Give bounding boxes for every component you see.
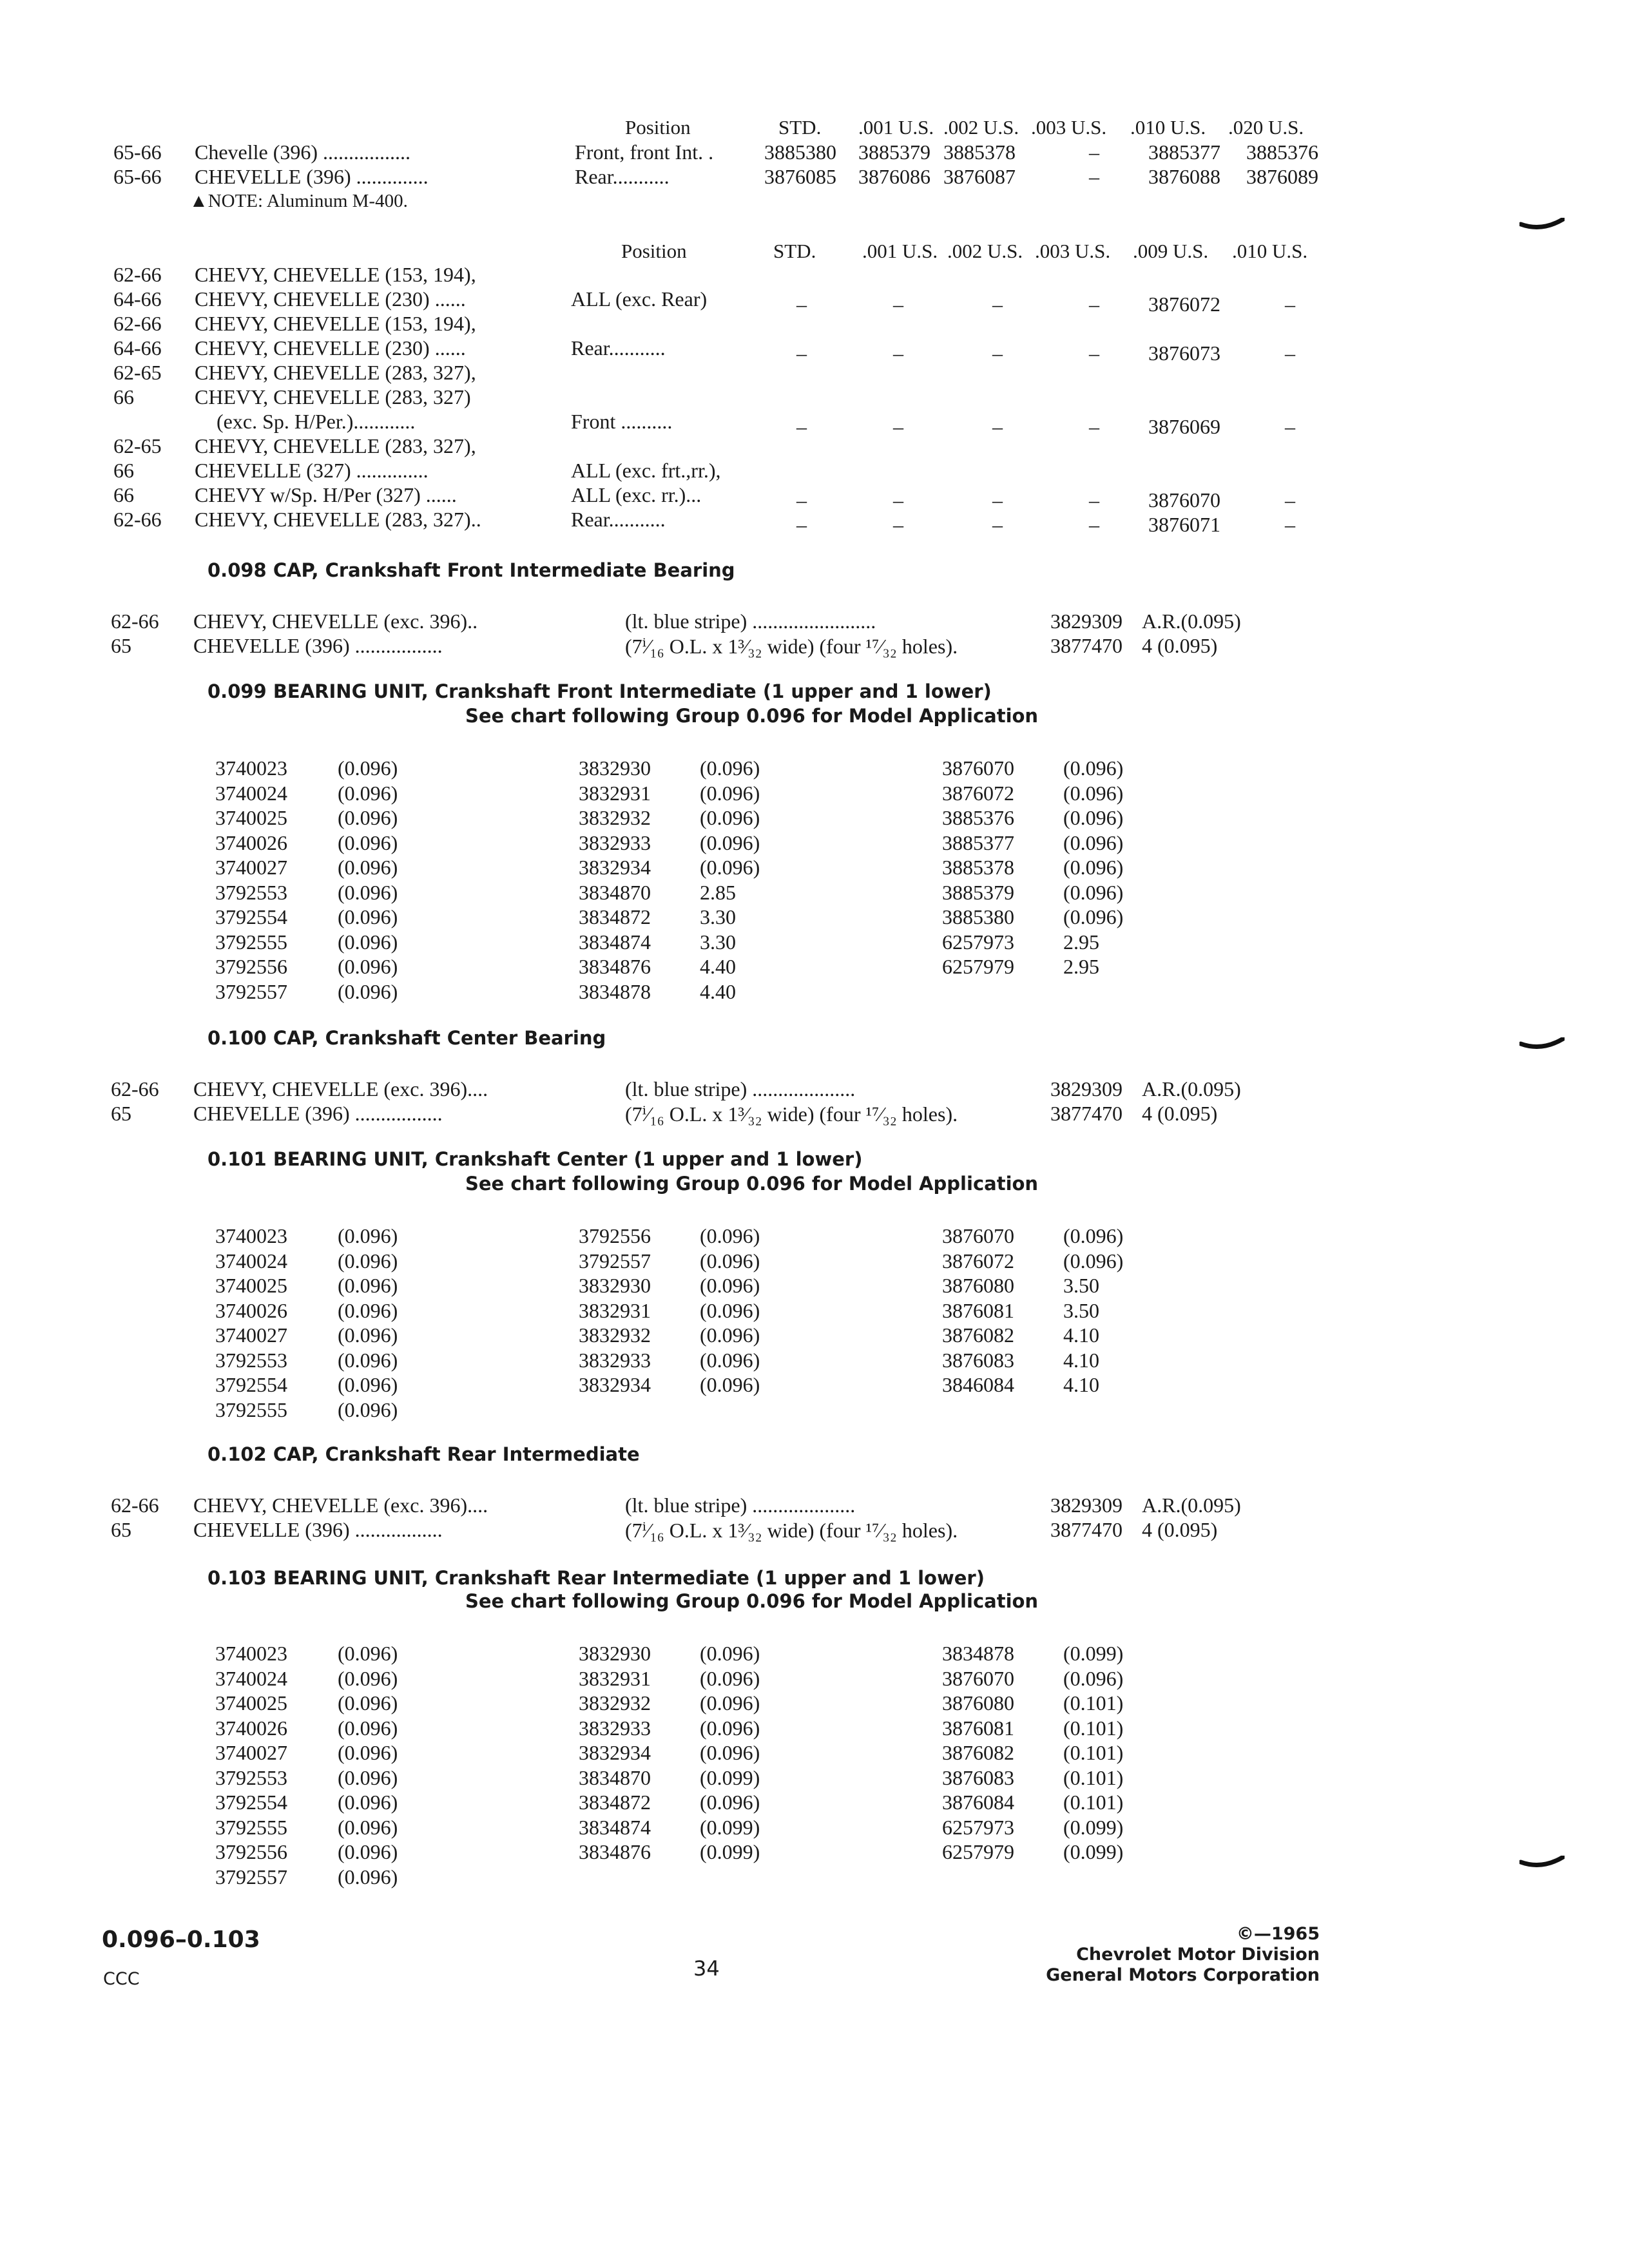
model-year: 66: [113, 459, 134, 482]
section-title: 0.100 CAP, Crankshaft Center Bearing: [207, 1027, 606, 1049]
group-ref: (0.096): [1063, 806, 1124, 829]
position: ALL (exc. rr.)...: [571, 483, 702, 506]
part-number: 3876069: [1148, 415, 1220, 438]
part-number: 3740026: [215, 1298, 287, 1322]
group-ref: 3.50: [1063, 1274, 1099, 1297]
part-number: 3834870: [579, 880, 651, 904]
part-number: –: [796, 513, 807, 536]
part-number: 3876081: [942, 1716, 1014, 1740]
binder-mark: [1519, 1037, 1565, 1054]
part-number: –: [1285, 415, 1295, 438]
position: Rear...........: [575, 165, 670, 188]
part-number: –: [992, 341, 1003, 365]
group-ref: (0.096): [338, 1765, 398, 1789]
part-number: 3792556: [215, 1840, 287, 1863]
page-number: 34: [693, 1956, 720, 1981]
group-ref: (0.096): [1063, 1224, 1124, 1247]
group-ref: (0.096): [338, 1666, 398, 1690]
position: ALL (exc. frt.,rr.),: [571, 459, 721, 482]
column-header: .010 U.S.: [1130, 116, 1206, 139]
part-number: 3740024: [215, 781, 287, 805]
part-number: 3876072: [1148, 293, 1220, 316]
binder-mark: [1519, 218, 1565, 235]
model-name: CHEVELLE (327) ..............: [195, 459, 429, 482]
section-title: 0.101 BEARING UNIT, Crankshaft Center (1 upper and 1 lower): [207, 1148, 863, 1170]
description: (7ⁱ⁄₁₆ O.L. x 1³⁄₃₂ wide) (four ¹⁷⁄₃₂ holes).: [625, 1102, 958, 1126]
part-number: 3876070: [1148, 488, 1220, 512]
quantity: 4 (0.095): [1142, 634, 1218, 657]
group-ref: (0.099): [1063, 1840, 1124, 1863]
section-title: 0.102 CAP, Crankshaft Rear Intermediate: [207, 1443, 640, 1465]
model-year: 65: [111, 1518, 131, 1541]
part-number: –: [796, 293, 807, 316]
group-ref: (0.096): [338, 806, 398, 829]
model-year: 65-66: [113, 165, 162, 188]
part-number: 3876080: [942, 1691, 1014, 1715]
group-ref: (0.096): [700, 1741, 760, 1764]
part-number: 3876081: [942, 1298, 1014, 1322]
model-name: CHEVY, CHEVELLE (exc. 396)..: [193, 610, 478, 633]
part-number: 3832930: [579, 756, 651, 780]
part-number: 3885379: [858, 140, 930, 164]
part-number: –: [893, 513, 903, 536]
part-number: 3740023: [215, 756, 287, 780]
part-number: 3832930: [579, 1642, 651, 1665]
column-header: .001 U.S.: [862, 240, 938, 262]
group-ref: (0.096): [1063, 756, 1124, 780]
model-name: CHEVELLE (396) .................: [193, 634, 443, 657]
position: Front ..........: [571, 410, 673, 433]
part-number: 3792553: [215, 880, 287, 904]
group-ref: (0.096): [700, 1642, 760, 1665]
part-number: 3740023: [215, 1642, 287, 1665]
part-number: 3832930: [579, 1274, 651, 1297]
section-title: 0.099 BEARING UNIT, Crankshaft Front Intermediate (1 upper and 1 lower): [207, 680, 992, 702]
quantity: 4 (0.095): [1142, 1102, 1218, 1125]
model-name: CHEVY, CHEVELLE (230) ......: [195, 287, 466, 311]
part-number: 3834870: [579, 1765, 651, 1789]
group-ref: (0.096): [700, 806, 760, 829]
group-ref: (0.096): [700, 1373, 760, 1396]
part-number: –: [893, 488, 903, 512]
part-number: 6257979: [942, 955, 1014, 978]
part-number: 3740024: [215, 1666, 287, 1690]
group-ref: (0.096): [1063, 781, 1124, 805]
part-number: 6257979: [942, 1840, 1014, 1863]
model-name: CHEVELLE (396) ..............: [195, 165, 429, 188]
column-header: .003 U.S.: [1031, 116, 1107, 139]
part-number: 3846084: [942, 1373, 1014, 1396]
part-number: 3832934: [579, 856, 651, 879]
group-ref: 3.30: [700, 930, 736, 954]
group-ref: 2.95: [1063, 930, 1099, 954]
group-ref: (0.096): [338, 1323, 398, 1347]
model-name: CHEVY, CHEVELLE (230) ......: [195, 336, 466, 360]
group-ref: (0.096): [700, 1716, 760, 1740]
part-number: 3876073: [1148, 341, 1220, 365]
group-ref: (0.096): [700, 1666, 760, 1690]
part-number: 3832934: [579, 1373, 651, 1396]
column-header: .001 U.S.: [858, 116, 934, 139]
model-name: CHEVY, CHEVELLE (exc. 396)....: [193, 1077, 488, 1100]
part-number: 3834872: [579, 1791, 651, 1814]
group-ref: (0.096): [338, 1840, 398, 1863]
part-number: –: [893, 293, 903, 316]
group-ref: (0.096): [700, 1691, 760, 1715]
model-year: 64-66: [113, 287, 162, 311]
part-number: 3832932: [579, 1323, 651, 1347]
part-number: 3832933: [579, 831, 651, 854]
part-number: 3876085: [764, 165, 836, 188]
group-ref: (0.096): [338, 1298, 398, 1322]
part-number: 3740027: [215, 856, 287, 879]
part-number: 3885380: [942, 905, 1014, 928]
model-name: CHEVY, CHEVELLE (283, 327),: [195, 434, 476, 457]
group-ref: 4.10: [1063, 1348, 1099, 1372]
part-number: 3740025: [215, 1274, 287, 1297]
part-number: 3829309: [1050, 1077, 1123, 1100]
group-ref: (0.096): [700, 856, 760, 879]
part-number: 3792555: [215, 1815, 287, 1839]
model-name: CHEVELLE (396) .................: [193, 1102, 443, 1125]
column-header: STD.: [778, 116, 822, 139]
description: (lt. blue stripe) ....................: [625, 1077, 856, 1100]
part-number: –: [1089, 513, 1099, 536]
group-ref: (0.096): [338, 1398, 398, 1421]
column-header: .009 U.S.: [1133, 240, 1209, 262]
model-name: (exc. Sp. H/Per.)............: [217, 410, 416, 433]
part-number: 3832931: [579, 1666, 651, 1690]
column-header: .020 U.S.: [1228, 116, 1304, 139]
model-name: CHEVY, CHEVELLE (283, 327): [195, 385, 471, 408]
group-ref: (0.096): [338, 880, 398, 904]
part-number: 3832932: [579, 1691, 651, 1715]
group-ref: (0.096): [338, 1791, 398, 1814]
group-ref: (0.096): [700, 1249, 760, 1273]
group-ref: 4.10: [1063, 1323, 1099, 1347]
part-number: 3876086: [858, 165, 930, 188]
group-ref: (0.096): [700, 781, 760, 805]
model-year: 62-66: [111, 610, 159, 633]
group-ref: (0.096): [338, 1348, 398, 1372]
description: (7ⁱ⁄₁₆ O.L. x 1³⁄₃₂ wide) (four ¹⁷⁄₃₂ holes).: [625, 635, 958, 658]
group-ref: (0.096): [700, 756, 760, 780]
part-number: –: [1285, 341, 1295, 365]
part-number: –: [893, 341, 903, 365]
group-ref: (0.096): [338, 979, 398, 1003]
group-ref: (0.096): [338, 1373, 398, 1396]
column-header: Position: [625, 116, 691, 139]
part-number: –: [1285, 513, 1295, 536]
part-number: 3876089: [1246, 165, 1318, 188]
group-ref: (0.096): [338, 1691, 398, 1715]
part-number: 3885376: [942, 806, 1014, 829]
model-year: 64-66: [113, 336, 162, 360]
part-number: 3876087: [943, 165, 1016, 188]
group-ref: (0.096): [338, 1249, 398, 1273]
model-name: CHEVY w/Sp. H/Per (327) ......: [195, 483, 457, 506]
group-ref: (0.096): [1063, 831, 1124, 854]
part-number: 3740024: [215, 1249, 287, 1273]
column-header: .002 U.S.: [947, 240, 1023, 262]
part-number: –: [992, 488, 1003, 512]
model-name: CHEVELLE (396) .................: [193, 1518, 443, 1541]
binder-mark: [1519, 1856, 1565, 1872]
part-number: 3834876: [579, 1840, 651, 1863]
part-number: 3876082: [942, 1741, 1014, 1764]
model-name: CHEVY, CHEVELLE (exc. 396)....: [193, 1494, 488, 1517]
group-ref: (0.096): [338, 856, 398, 879]
part-number: 3834878: [579, 979, 651, 1003]
group-ref: (0.096): [700, 1224, 760, 1247]
part-number: 3740025: [215, 806, 287, 829]
model-year: 62-66: [113, 312, 162, 335]
group-ref: (0.096): [338, 1274, 398, 1297]
column-header: .003 U.S.: [1035, 240, 1111, 262]
part-number: 3885377: [1148, 140, 1220, 164]
part-number: 3885376: [1246, 140, 1318, 164]
part-number: 3832933: [579, 1716, 651, 1740]
part-number: 3792557: [215, 979, 287, 1003]
group-range: 0.096–0.103: [102, 1927, 260, 1953]
part-number: –: [1089, 341, 1099, 365]
publisher-division: Chevrolet Motor Division: [1076, 1945, 1320, 1965]
part-number: 3832933: [579, 1348, 651, 1372]
part-number: –: [796, 415, 807, 438]
section-subtitle: See chart following Group 0.096 for Model Application: [465, 1590, 1039, 1612]
part-number: 3740026: [215, 1716, 287, 1740]
column-header: .010 U.S.: [1232, 240, 1308, 262]
part-number: –: [1285, 293, 1295, 316]
position: Rear...........: [571, 336, 666, 360]
part-number: 3885377: [942, 831, 1014, 854]
section-subtitle: See chart following Group 0.096 for Model Application: [465, 1173, 1039, 1195]
group-ref: (0.096): [338, 955, 398, 978]
part-number: 3740023: [215, 1224, 287, 1247]
group-ref: 3.50: [1063, 1298, 1099, 1322]
part-number: 3834872: [579, 905, 651, 928]
model-year: 62-66: [113, 508, 162, 531]
part-number: –: [1089, 293, 1099, 316]
section-title: 0.098 CAP, Crankshaft Front Intermediate Bearing: [207, 559, 735, 581]
part-number: 3740027: [215, 1741, 287, 1764]
part-number: 3832931: [579, 781, 651, 805]
group-ref: 4.10: [1063, 1373, 1099, 1396]
model-year: 62-66: [113, 263, 162, 286]
group-ref: (0.096): [338, 1865, 398, 1888]
part-number: 3834874: [579, 1815, 651, 1839]
part-number: 3834878: [942, 1642, 1014, 1665]
part-number: –: [1089, 415, 1099, 438]
catalog-code: CCC: [103, 1969, 140, 1989]
part-number: 3877470: [1050, 1518, 1123, 1541]
part-number: 3876084: [942, 1791, 1014, 1814]
part-number: 3792554: [215, 1373, 287, 1396]
part-number: –: [1285, 488, 1295, 512]
group-ref: (0.096): [1063, 1249, 1124, 1273]
group-ref: (0.096): [338, 781, 398, 805]
description: (lt. blue stripe) ....................: [625, 1494, 856, 1517]
part-number: –: [796, 488, 807, 512]
model-name: CHEVY, CHEVELLE (153, 194),: [195, 263, 476, 286]
copyright: ©—1965: [1236, 1924, 1320, 1944]
part-number: 3876071: [1148, 513, 1220, 536]
model-year: 62-66: [111, 1077, 159, 1100]
group-ref: (0.096): [1063, 856, 1124, 879]
group-ref: (0.096): [1063, 905, 1124, 928]
part-number: –: [992, 415, 1003, 438]
quantity: A.R.(0.095): [1142, 1494, 1241, 1517]
group-ref: (0.096): [1063, 880, 1124, 904]
group-ref: (0.099): [1063, 1815, 1124, 1839]
group-ref: (0.096): [338, 1224, 398, 1247]
column-header: .002 U.S.: [943, 116, 1019, 139]
group-ref: (0.096): [338, 1716, 398, 1740]
model-year: 62-65: [113, 434, 162, 457]
part-number: 3876072: [942, 781, 1014, 805]
part-number: –: [992, 293, 1003, 316]
model-name: CHEVY, CHEVELLE (283, 327)..: [195, 508, 481, 531]
model-year: 66: [113, 483, 134, 506]
part-number: 6257973: [942, 1815, 1014, 1839]
part-number: 3832934: [579, 1741, 651, 1764]
part-number: –: [1089, 488, 1099, 512]
quantity: A.R.(0.095): [1142, 1077, 1241, 1100]
publisher-corp: General Motors Corporation: [1046, 1965, 1320, 1985]
group-ref: (0.096): [338, 831, 398, 854]
model-name: Chevelle (396) .................: [195, 140, 411, 164]
group-ref: 4.40: [700, 955, 736, 978]
part-number: 3876083: [942, 1765, 1014, 1789]
model-year: 65: [111, 1102, 131, 1125]
part-number: 6257973: [942, 930, 1014, 954]
group-ref: (0.096): [338, 1642, 398, 1665]
group-ref: (0.099): [1063, 1642, 1124, 1665]
group-ref: (0.096): [1063, 1666, 1124, 1690]
group-ref: (0.101): [1063, 1791, 1124, 1814]
group-ref: (0.096): [338, 905, 398, 928]
position: ALL (exc. Rear): [571, 287, 708, 311]
column-header: STD.: [773, 240, 816, 262]
part-number: 3834874: [579, 930, 651, 954]
group-ref: (0.099): [700, 1765, 760, 1789]
group-ref: (0.096): [700, 1348, 760, 1372]
position: Rear...........: [571, 508, 666, 531]
part-number: 3876083: [942, 1348, 1014, 1372]
part-number: 3885380: [764, 140, 836, 164]
model-year: 62-66: [111, 1494, 159, 1517]
part-number: 3876070: [942, 1224, 1014, 1247]
model-year: 65-66: [113, 140, 162, 164]
part-number: 3885378: [942, 856, 1014, 879]
group-ref: (0.096): [700, 1791, 760, 1814]
quantity: 4 (0.095): [1142, 1518, 1218, 1541]
part-number: 3876070: [942, 1666, 1014, 1690]
group-ref: (0.101): [1063, 1716, 1124, 1740]
part-number: 3740025: [215, 1691, 287, 1715]
description: (7ⁱ⁄₁₆ O.L. x 1³⁄₃₂ wide) (four ¹⁷⁄₃₂ holes).: [625, 1519, 958, 1542]
position: Front, front Int. .: [575, 140, 714, 164]
part-number: 3740027: [215, 1323, 287, 1347]
group-ref: 2.95: [1063, 955, 1099, 978]
part-number: 3876070: [942, 756, 1014, 780]
model-year: 62-65: [113, 361, 162, 384]
part-number: 3792556: [579, 1224, 651, 1247]
part-number: –: [893, 415, 903, 438]
part-number: 3876080: [942, 1274, 1014, 1297]
part-number: 3876072: [942, 1249, 1014, 1273]
part-number: –: [1089, 140, 1099, 164]
group-ref: 3.30: [700, 905, 736, 928]
part-number: –: [992, 513, 1003, 536]
section-title: 0.103 BEARING UNIT, Crankshaft Rear Intermediate (1 upper and 1 lower): [207, 1567, 985, 1589]
part-number: 3792553: [215, 1765, 287, 1789]
part-number: 3829309: [1050, 610, 1123, 633]
group-ref: (0.101): [1063, 1765, 1124, 1789]
model-year: 66: [113, 385, 134, 408]
group-ref: (0.096): [338, 1741, 398, 1764]
part-number: –: [1089, 165, 1099, 188]
part-number: 3792554: [215, 1791, 287, 1814]
part-number: 3792556: [215, 955, 287, 978]
part-number: 3877470: [1050, 634, 1123, 657]
group-ref: (0.096): [338, 930, 398, 954]
group-ref: 4.40: [700, 979, 736, 1003]
part-number: 3834876: [579, 955, 651, 978]
part-number: 3885379: [942, 880, 1014, 904]
group-ref: (0.099): [700, 1840, 760, 1863]
part-number: 3740026: [215, 831, 287, 854]
group-ref: (0.096): [700, 1274, 760, 1297]
column-header: Position: [621, 240, 687, 262]
model-year: 65: [111, 634, 131, 657]
group-ref: (0.096): [700, 1298, 760, 1322]
part-number: 3792553: [215, 1348, 287, 1372]
note: ▲NOTE: Aluminum M-400.: [189, 191, 408, 211]
group-ref: (0.101): [1063, 1741, 1124, 1764]
quantity: A.R.(0.095): [1142, 610, 1241, 633]
part-number: 3876082: [942, 1323, 1014, 1347]
model-name: CHEVY, CHEVELLE (283, 327),: [195, 361, 476, 384]
group-ref: (0.101): [1063, 1691, 1124, 1715]
group-ref: (0.096): [700, 1323, 760, 1347]
part-number: 3792554: [215, 905, 287, 928]
part-number: 3792557: [579, 1249, 651, 1273]
part-number: 3832932: [579, 806, 651, 829]
part-number: 3792557: [215, 1865, 287, 1888]
description: (lt. blue stripe) ........................: [625, 610, 876, 633]
group-ref: (0.099): [700, 1815, 760, 1839]
part-number: 3877470: [1050, 1102, 1123, 1125]
group-ref: (0.096): [700, 831, 760, 854]
part-number: 3792555: [215, 1398, 287, 1421]
part-number: 3829309: [1050, 1494, 1123, 1517]
part-number: –: [796, 341, 807, 365]
group-ref: (0.096): [338, 756, 398, 780]
part-number: 3832931: [579, 1298, 651, 1322]
section-subtitle: See chart following Group 0.096 for Model Application: [465, 705, 1039, 727]
group-ref: (0.096): [338, 1815, 398, 1839]
part-number: 3792555: [215, 930, 287, 954]
model-name: CHEVY, CHEVELLE (153, 194),: [195, 312, 476, 335]
group-ref: 2.85: [700, 880, 736, 904]
part-number: 3876088: [1148, 165, 1220, 188]
part-number: 3885378: [943, 140, 1016, 164]
